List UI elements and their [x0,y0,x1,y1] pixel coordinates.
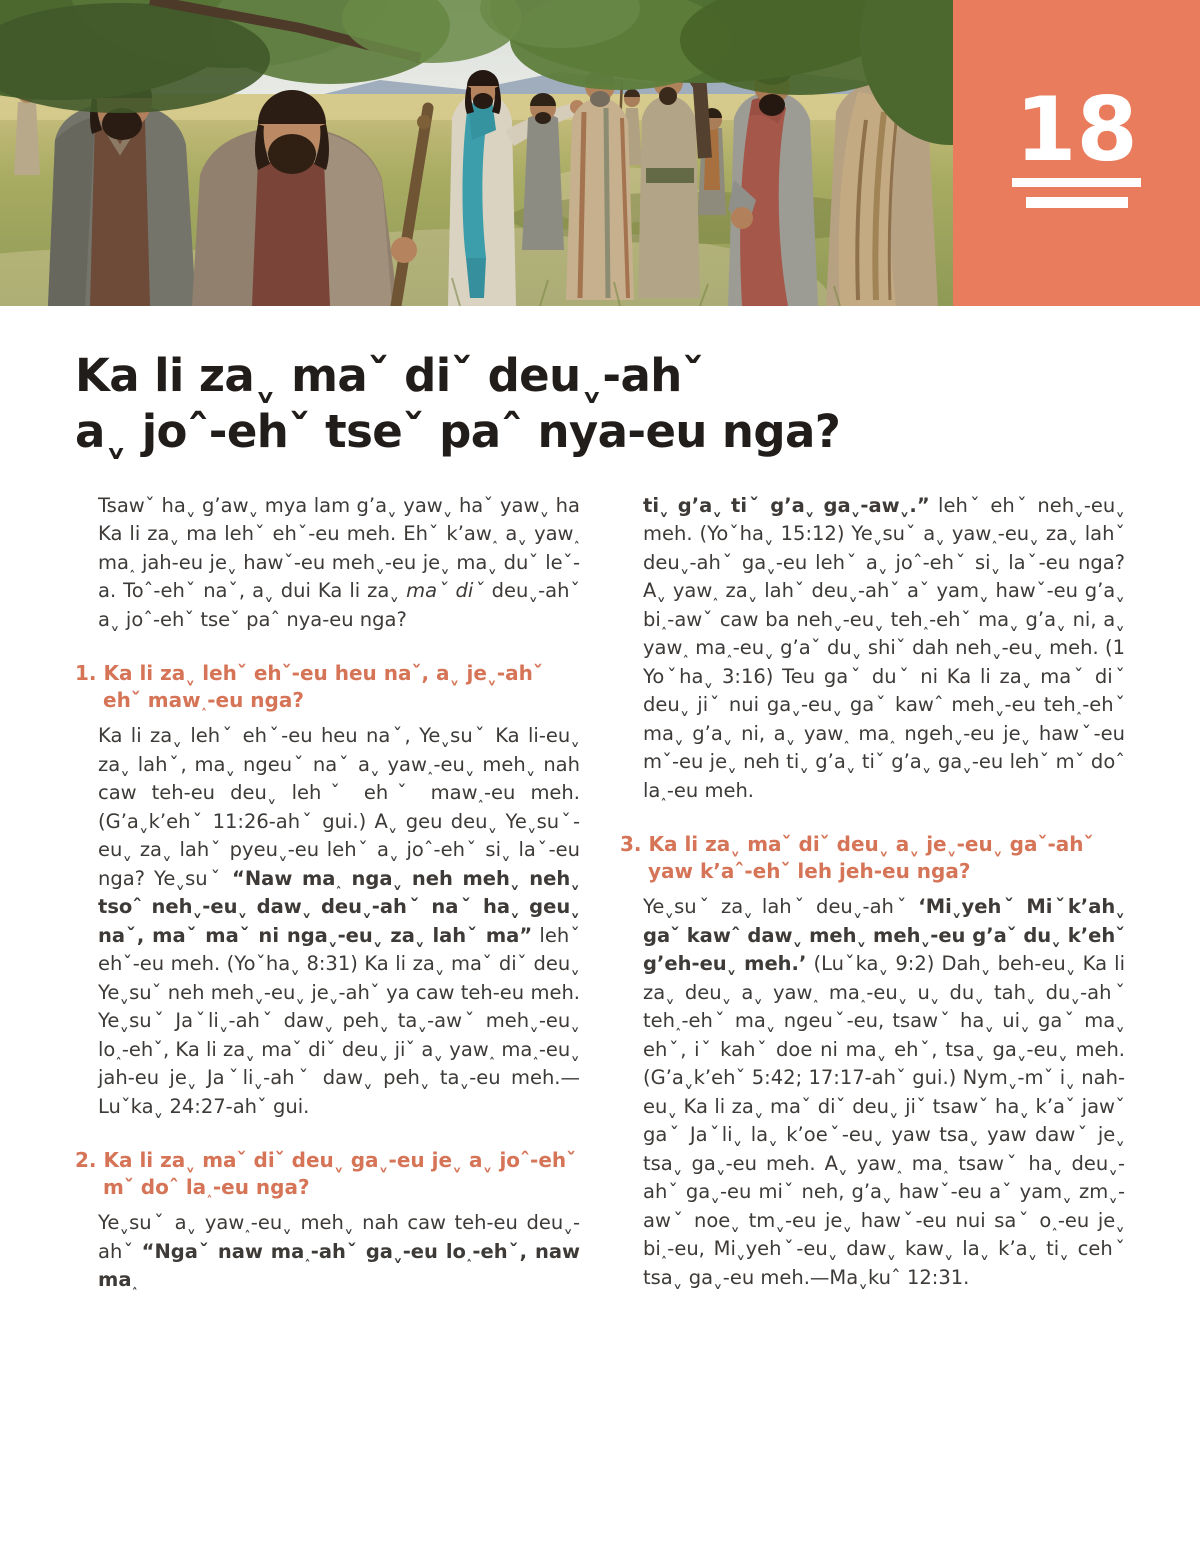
lesson-number-badge [953,0,1200,306]
text-run: (Luˇkaˬ 9:2) Dahˬ beh-euˬ Ka li zaˬ deuˬ aˬ yaw˰ ma˰-euˬ uˬ duˬ tahˬ duˬ-ahˇ teh˰-ehˇ maˬ ngeuˇ-eu, tsawˇ haˬ uiˬ gaˇ maˬ ehˇ, iˇ kahˇ doe ni maˬ ehˇ, tsaˬ gaˬ-euˬ meh. (G’aˬk’ehˇ 5:42; 17:17-ahˇ gui.) Nymˬ-mˇ iˬ nah-euˬ Ka li zaˬ maˇ diˇ deuˬ jiˇ tsawˇ haˬ k’aˇ jawˇ gaˇ Jaˇliˬ laˬ k’oeˇ-euˬ yaw tsaˬ yaw dawˇ jeˬ tsaˬ gaˬ-eu meh. Aˬ yaw˰ ma˰ tsawˇ haˬ deuˬ-ahˇ gaˬ-eu miˇ neh, g’aˬ hawˇ-eu aˇ yamˬ zmˬ-awˇ noeˬ tmˬ-eu jeˬ hawˇ-eu nui saˇ o˰-eu jeˬ bi˰-eu, Miˬyehˇ-euˬ dawˬ kawˬ laˬ k’aˬ tiˬ cehˇ tsaˬ gaˬ-eu meh.—Maˬkuˆ 12:31. [643,952,1125,1289]
lesson-number: 18 [1012,86,1140,187]
text-run: deuˬ-ahˇ aˬ joˆ-ehˇ tseˇ paˆ nya-eu nga? [98,579,581,631]
text-run: Tsawˇ haˬ g’awˬ mya lam g’aˬ yawˬ haˇ yawˬ ha Ka li zaˬ ma lehˇ ehˇ-eu meh. Ehˇ k’aw˰ aˬ yaw˰ ma˰ jah-eu jeˬ hawˇ-eu mehˬ-eu jeˬ maˬ duˇ leˇ-a. Toˆ-ehˇ naˇ, aˬ dui Ka li zaˬ [98,493,580,603]
text-column-left [75,492,580,1295]
text-run: Ka li zaˬ lehˇ ehˇ-eu heu naˇ, Yeˬsuˇ Ka li-euˬ zaˬ lahˇ, maˬ ngeuˇ naˇ aˬ yaw˰-euˬ mehˬ nah caw teh-eu deuˬ lehˇ ehˇ maw˰-eu meh. (G’aˬk’ehˇ 11:26-ahˇ gui.) Aˬ geu deuˬ Yeˬsuˇ-euˬ zaˬ lahˇ pyeuˬ-eu lehˇ aˬ joˆ-ehˇ siˬ laˇ-eu nga? Yeˬsuˇ [98,724,580,890]
section-number: 3. [620,832,649,857]
section-heading-text: Ka li zaˬ lehˇ ehˇ-eu heu naˇ, aˬ jeˬ-ahˇ ehˇ maw˰-eu nga? [103,661,543,713]
text-run: ‘Miˬyehˇ Miˇk’ahˬ gaˇ kawˆ dawˬ mehˬ mehˬ-eu g’aˇ duˬ k’ehˇ g’eh-euˬ meh.’ [643,895,1125,976]
paragraph [98,722,580,1121]
lesson-number-underline-bar [1026,197,1128,208]
section-heading-1 [75,660,580,714]
photo-illustration [0,0,953,306]
text-column-right [620,492,1125,1295]
intro-paragraph [98,492,580,635]
paragraph [98,1209,580,1295]
text-run: Yeˬsuˇ zaˬ lahˇ deuˬ-ahˇ [643,895,919,919]
page-title-line-2: aˬ joˆ-ehˇ tseˇ paˆ nya-eu nga? [75,404,841,458]
page-title-line-1: Ka li zaˬ maˇ diˇ deuˬ-ahˇ [75,349,704,402]
text-run: tiˬ g’aˬ tiˇ g’aˬ gaˬ-awˬ.” [643,493,930,517]
two-column-text [75,492,1125,1295]
text-run: “Naw ma˰ ngaˬ neh mehˬ nehˬ tsoˆ nehˬ-euˬ dawˬ deuˬ-ahˇ naˇ haˬ geuˬ naˇ, maˇ maˇ ni ngaˬ-euˬ zaˬ lahˇ ma” [98,866,580,947]
text-run: maˇ diˇ [406,579,485,603]
section-heading-2 [75,1147,580,1201]
section-number: 1. [75,661,104,686]
article-content [75,306,1125,1295]
paragraph [643,492,1125,806]
text-run: Yeˬsuˇ aˬ yaw˰-euˬ mehˬ nah caw teh-eu deuˬ-ahˇ [98,1211,580,1263]
lesson-photo [0,0,953,306]
section-heading-text: Ka li zaˬ maˇ diˇ deuˬ aˬ jeˬ-euˬ gaˇ-ahˇ yaw k’aˆ-ehˇ leh jeh-eu nga? [648,832,1094,884]
page-title [75,348,1125,460]
text-run: “Ngaˇ naw ma˰-ahˇ gaˬ-eu lo˰-ehˇ, naw ma˰ [98,1239,580,1292]
paragraph [643,893,1125,1292]
section-heading-3 [620,831,1125,885]
section-number: 2. [75,1148,104,1173]
section-heading-text: Ka li zaˬ maˇ diˇ deuˬ gaˬ-eu jeˬ aˬ joˆ-ehˇ mˇ doˆ la˰-eu nga? [103,1148,577,1200]
text-run: lehˇ ehˇ nehˬ-euˬ meh. (Yoˇhaˬ 15:12) Yeˬsuˇ aˬ yaw˰-euˬ zaˬ lahˇ deuˬ-ahˇ gaˬ-eu lehˇ aˬ joˆ-ehˇ siˬ laˇ-eu nga? Aˬ yaw˰ zaˬ lahˇ deuˬ-ahˇ aˇ yamˬ hawˇ-eu g’aˬ bi˰-awˇ caw ba nehˬ-euˬ teh˰-ehˇ maˬ g’aˬ ni, aˬ yaw˰ ma˰-euˬ g’aˇ duˬ shiˇ dah nehˬ-euˬ meh. (1 Yoˇhaˬ 3:16) Teu gaˇ duˇ ni Ka li zaˬ maˇ diˇ deuˬ jiˇ nui gaˬ-euˬ gaˇ kawˆ mehˬ-eu teh˰-ehˇ maˬ g’aˬ ni, aˬ yaw˰ ma˰ ngehˬ-eu jeˬ hawˇ-eu mˇ-eu jeˬ neh tiˬ g’aˬ tiˇ g’aˬ gaˬ-eu lehˇ mˇ doˆ la˰-eu meh. [643,493,1125,802]
text-run: lehˇ ehˇ-eu meh. (Yoˇhaˬ 8:31) Ka li zaˬ maˇ diˇ deuˬ Yeˬsuˇ neh mehˬ-euˬ jeˬ-ahˇ ya caw teh-eu meh. Yeˬsuˇ Jaˇliˬ-ahˇ dawˬ pehˬ taˬ-awˇ mehˬ-euˬ lo˰-ehˇ, Ka li zaˬ maˇ diˇ deuˬ jiˇ aˬ yaw˰ ma˰-euˬ jah-eu jeˬ Jaˇliˬ-ahˇ dawˬ pehˬ taˬ-eu meh.—Luˇkaˬ 24:27-ahˇ gui. [98,923,580,1118]
